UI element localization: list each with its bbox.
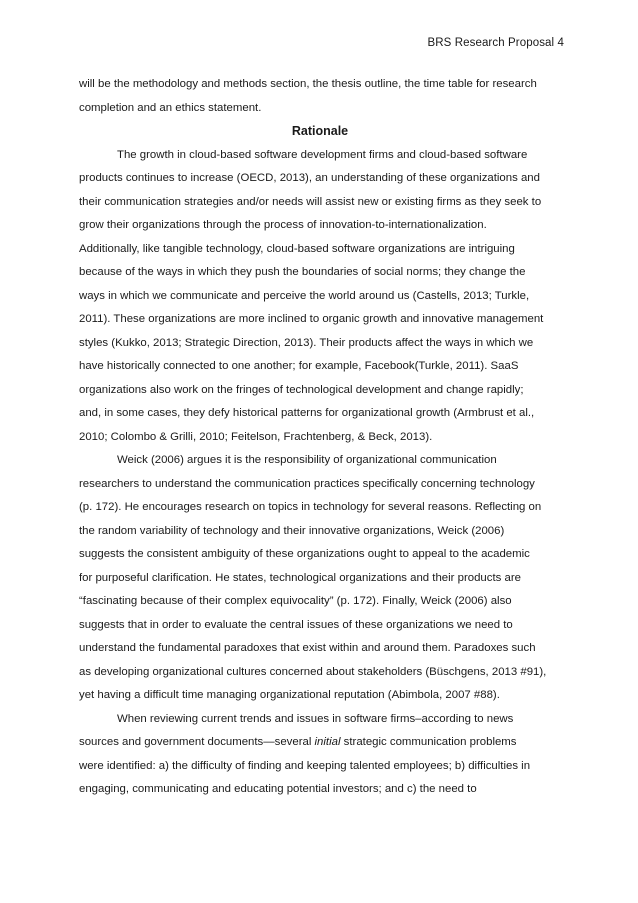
text-line: were identified: a) the difficulty of finding and keeping talented employees; b) difficulties in bbox=[79, 759, 531, 772]
running-head: BRS Research Proposal 4 bbox=[427, 37, 564, 49]
text-line: The growth in cloud-based software development firms and cloud-based software bbox=[117, 148, 528, 161]
text-line: have historically connected to one another; for example, Facebook(Turkle, 2011). SaaS bbox=[79, 360, 519, 372]
text-line: researchers to understand the communication practices specifically concerning technology bbox=[79, 477, 535, 490]
text-line: 2010; Colombo & Grilli, 2010; Feitelson, Frachtenberg, & Beck, 2013). bbox=[79, 430, 433, 443]
text-line: and, in some cases, they defy historical patterns for organizational growth (Armbrust et al., bbox=[79, 407, 535, 419]
text-line: understand the fundamental paradoxes that exist within and around them. Paradoxes such bbox=[79, 642, 536, 654]
text-line: products continues to increase (OECD, 2013), an understanding of these organizations and bbox=[79, 172, 540, 184]
text-line: styles (Kukko, 2013; Strategic Direction, 2013). Their products affect the ways in which we bbox=[79, 336, 534, 349]
text-line: “fascinating because of their complex equivocality” (p. 172). Finally, Weick (2006) also bbox=[79, 595, 512, 607]
text-line: completion and an ethics statement. bbox=[79, 101, 262, 114]
text-line: (p. 172). He encourages research on topics in technology for several reasons. Reflecting on bbox=[79, 501, 542, 513]
text-line: suggests that in order to evaluate the central issues of these organizations we need to bbox=[79, 618, 513, 631]
text-line: their communication strategies and/or needs will assist new or existing firms as they seek to bbox=[79, 195, 542, 208]
text-line: the random variability of technology and their innovative organizations, Weick (2006) bbox=[79, 524, 505, 537]
text-line: for purposeful clarification. He states, technological organizations and their products are bbox=[79, 571, 521, 584]
text-line: When reviewing current trends and issues in software firms–according to news bbox=[117, 712, 514, 725]
text-line: as developing organizational cultures concerned about stakeholders (Büschgens, 2013 #91), bbox=[79, 665, 547, 678]
italic-emphasis: initial bbox=[314, 736, 341, 748]
text-line bbox=[79, 732, 561, 756]
text-line: Weick (2006) argues it is the responsibility of organizational communication bbox=[117, 454, 497, 466]
text-line: Additionally, like tangible technology, cloud-based software organizations are intriguing bbox=[79, 242, 515, 255]
text-segment: strategic communication problems bbox=[340, 736, 517, 748]
text-line: because of the ways in which they push the boundaries of social norms; they change the bbox=[79, 266, 526, 278]
text-line: engaging, communicating and educating potential investors; and c) the need to bbox=[79, 783, 477, 795]
text-line: ways in which we communicate and perceive the world around us (Castells, 2013; Turkle, bbox=[79, 289, 530, 302]
text-line: yet having a difficult time managing organizational reputation (Abimbola, 2007 #88). bbox=[79, 689, 500, 701]
section-heading: Rationale bbox=[291, 124, 349, 138]
text-segment: sources and government documents—several bbox=[79, 736, 315, 748]
text-line: 2011). These organizations are more inclined to organic growth and innovative management bbox=[79, 313, 544, 325]
text-line: organizations also work on the fringes of technological development and change rapidly; bbox=[79, 383, 524, 396]
text-line: suggests the consistent ambiguity of these organizations ought to appeal to the academic bbox=[79, 548, 530, 560]
text-line: grow their organizations through the process of innovation-to-internationalization. bbox=[79, 219, 487, 231]
body-text bbox=[79, 74, 561, 803]
text-line: will be the methodology and methods section, the thesis outline, the time table for research bbox=[79, 78, 537, 90]
